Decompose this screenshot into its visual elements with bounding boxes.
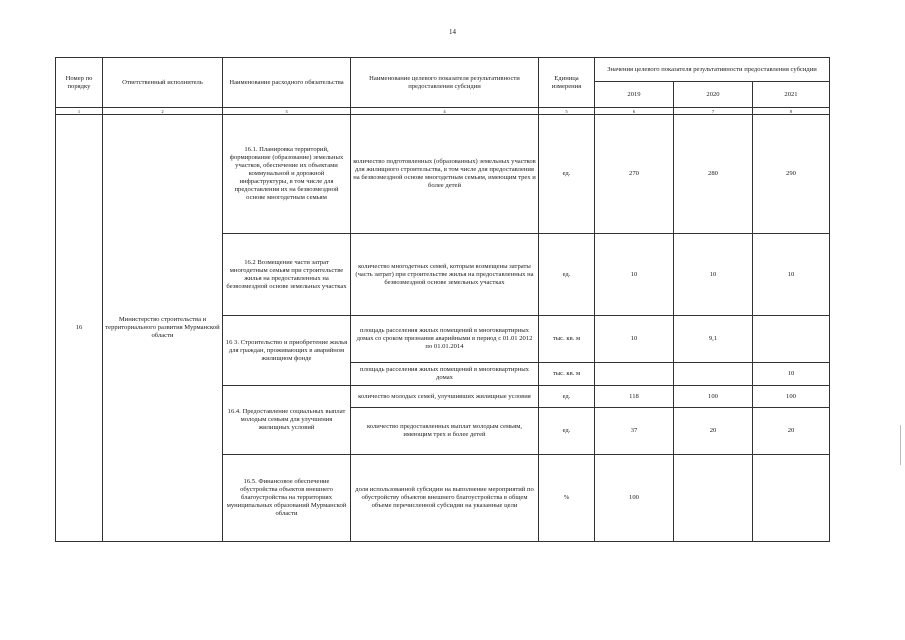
value-2021: 100 bbox=[753, 386, 830, 408]
unit-cell: тыс. кв. м bbox=[539, 316, 595, 363]
value-2019: 118 bbox=[595, 386, 674, 408]
value-2021: 10 bbox=[753, 363, 830, 386]
value-2020: 10 bbox=[674, 234, 753, 316]
column-number: 3 bbox=[223, 108, 351, 115]
column-number: 5 bbox=[539, 108, 595, 115]
header-year-2021: 2021 bbox=[753, 82, 830, 108]
unit-cell: % bbox=[539, 455, 595, 542]
value-2021: 20 bbox=[753, 408, 830, 455]
header-num: Номер по порядку bbox=[56, 58, 103, 108]
indicator-cell: площадь расселения жилых помещений в многоквартирных домах со сроком признания аварийными в период с 01.01 2012 по 01.01.2014 bbox=[351, 316, 539, 363]
value-2020: 20 bbox=[674, 408, 753, 455]
unit-cell: ед. bbox=[539, 115, 595, 234]
value-2020 bbox=[674, 455, 753, 542]
value-2019: 100 bbox=[595, 455, 674, 542]
column-number: 6 bbox=[595, 108, 674, 115]
header-year-2019: 2019 bbox=[595, 82, 674, 108]
scan-edge-mark bbox=[900, 425, 901, 465]
unit-cell: тыс. кв. м bbox=[539, 363, 595, 386]
value-2020: 9,1 bbox=[674, 316, 753, 363]
value-2021 bbox=[753, 316, 830, 363]
obligation-cell: 16 3. Строительство и приобретение жилья для граждан, проживающих в аварийном жилищном фонде bbox=[223, 316, 351, 386]
value-2019: 10 bbox=[595, 316, 674, 363]
page-number: 14 bbox=[449, 28, 456, 36]
value-2021: 10 bbox=[753, 234, 830, 316]
indicator-cell: количество молодых семей, улучшивших жилищные условия bbox=[351, 386, 539, 408]
unit-cell: ед. bbox=[539, 386, 595, 408]
indicator-cell: количество подготовленных (образованных) земельных участков для жилищного строительства, в том числе для предоставления на безвозмездной основе многодетным семьям, имеющим трех и более детей bbox=[351, 115, 539, 234]
column-number: 1 bbox=[56, 108, 103, 115]
obligation-cell: 16.4. Предоставление социальных выплат молодым семьям для улучшения жилищных условий bbox=[223, 386, 351, 455]
header-indicator: Наименование целевого показателя результативности предоставления субсидии bbox=[351, 58, 539, 108]
column-number: 7 bbox=[674, 108, 753, 115]
indicator-cell: количество предоставленных выплат молодым семьям, имеющим трех и более детей bbox=[351, 408, 539, 455]
value-2019: 37 bbox=[595, 408, 674, 455]
value-2020 bbox=[674, 363, 753, 386]
value-2021: 290 bbox=[753, 115, 830, 234]
indicator-cell: площадь расселения жилых помещений в многоквартирных домах bbox=[351, 363, 539, 386]
header-year-2020: 2020 bbox=[674, 82, 753, 108]
unit-cell: ед. bbox=[539, 408, 595, 455]
obligation-cell: 16.1. Планировка территорий, формирование (образование) земельных участков, обеспечение их объектами коммунальной и дорожной инфраструктуры, в том числе для предоставления их на безвозмездной основе многодетным семьям bbox=[223, 115, 351, 234]
column-number: 8 bbox=[753, 108, 830, 115]
indicator-cell: доля использованной субсидии на выполнение мероприятий по обустройству объектов внешнего благоустройства в общем объеме перечисленной субсидии на указанные цели bbox=[351, 455, 539, 542]
column-number: 2 bbox=[103, 108, 223, 115]
value-2019: 10 bbox=[595, 234, 674, 316]
value-2020: 280 bbox=[674, 115, 753, 234]
value-2019 bbox=[595, 363, 674, 386]
obligation-cell: 16.2 Возмещение части затрат многодетным семьям при строительстве жилья на предоставленных на безвозмездной основе земельных участках bbox=[223, 234, 351, 316]
header-unit: Единица измерения bbox=[539, 58, 595, 108]
indicators-table bbox=[55, 57, 830, 542]
indicator-cell: количество многодетных семей, которым возмещены затраты (часть затрат) при строительстве жилья на предоставленных на безвозмездной основе земельных участках bbox=[351, 234, 539, 316]
unit-cell: ед. bbox=[539, 234, 595, 316]
obligation-cell: 16.5. Финансовое обеспечение обустройства объектов внешнего благоустройства на территориях муниципальных образований Мурманской области bbox=[223, 455, 351, 542]
value-2021 bbox=[753, 455, 830, 542]
value-2019: 270 bbox=[595, 115, 674, 234]
table-row bbox=[56, 115, 830, 234]
header-obligation: Наименование расходного обязательства bbox=[223, 58, 351, 108]
column-number: 4 bbox=[351, 108, 539, 115]
header-executor: Ответственный исполнитель bbox=[103, 58, 223, 108]
header-values-group: Значения целевого показателя результативности предоставления субсидии bbox=[595, 58, 830, 82]
row-number: 16 bbox=[56, 115, 103, 542]
executor-name: Министерство строительства и территориального развития Мурманской области bbox=[103, 115, 223, 542]
value-2020: 100 bbox=[674, 386, 753, 408]
